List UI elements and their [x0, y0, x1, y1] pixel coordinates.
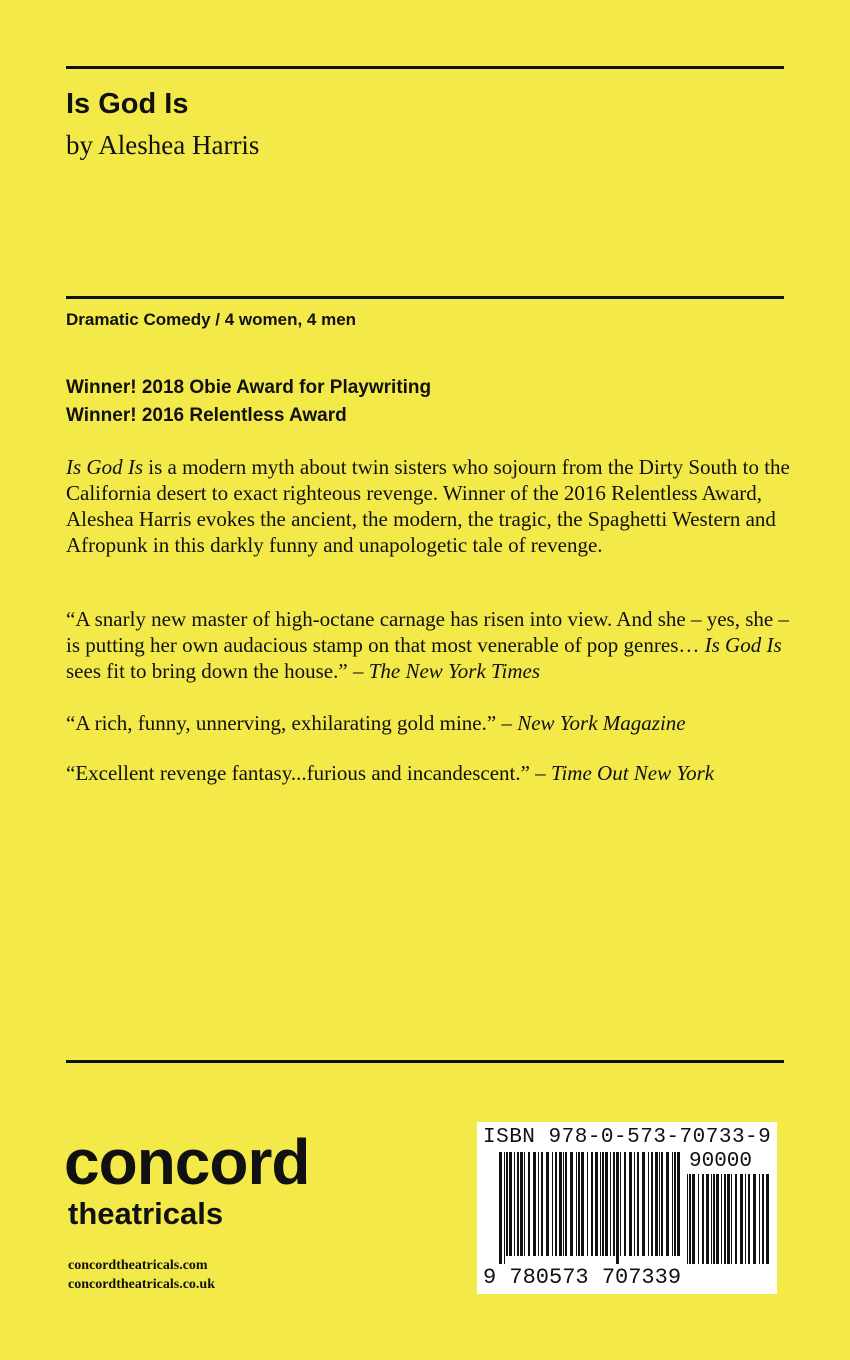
barcode-bar: [538, 1152, 539, 1256]
publisher-url[interactable]: concordtheatricals.co.uk: [68, 1277, 215, 1292]
quote-text: “Excellent revenge fantasy...furious and incandescent.” –: [66, 761, 551, 785]
barcode-bar: [731, 1174, 732, 1264]
publisher-logo-subtitle: theatricals: [68, 1196, 224, 1231]
barcode-bar: [648, 1152, 649, 1256]
barcode-bar: [711, 1174, 712, 1264]
barcode-bar: [672, 1152, 673, 1256]
barcode-bar: [578, 1152, 580, 1256]
review-quote-nyt: [66, 606, 796, 684]
barcode-bar: [666, 1152, 669, 1256]
barcode-bar: [517, 1152, 519, 1256]
barcode-bar: [724, 1174, 726, 1264]
barcode-bar: [634, 1152, 635, 1256]
barcode-bar: [541, 1152, 543, 1256]
barcode-bar: [748, 1174, 750, 1264]
barcode-bar: [716, 1174, 719, 1264]
barcode-bar: [624, 1152, 626, 1256]
barcode-bar: [659, 1152, 660, 1256]
barcode-bar: [762, 1174, 764, 1264]
genre-cast: Dramatic Comedy / 4 women, 4 men: [66, 310, 357, 329]
barcode-bar: [581, 1152, 584, 1256]
barcode-bar: [514, 1152, 515, 1256]
isbn-label: ISBN 978-0-573-70733-9: [483, 1126, 772, 1149]
barcode-bar: [533, 1152, 536, 1256]
barcode-bar: [706, 1174, 709, 1264]
barcode-bar: [576, 1152, 577, 1256]
middle-rule: [66, 296, 784, 299]
barcode-bar: [661, 1152, 663, 1256]
award-item: Winner! 2016 Relentless Award: [66, 405, 347, 426]
barcode-bar: [555, 1152, 557, 1256]
blurb-paragraph: [66, 454, 796, 558]
barcode-bar: [642, 1152, 645, 1256]
barcode-bars: [499, 1152, 685, 1264]
quote-source: New York Magazine: [517, 711, 686, 735]
barcode-bar: [620, 1152, 621, 1256]
barcode-bar: [766, 1174, 769, 1264]
quote-text: “A snarly new master of high-octane carnage has risen into view. And she – yes, she – is putting her own audacious stamp on that most venerable of pop genres…: [66, 607, 789, 657]
top-rule: [66, 66, 784, 69]
barcode-bar: [565, 1152, 567, 1256]
barcode-bar: [698, 1174, 699, 1264]
bottom-rule: [66, 1060, 784, 1063]
review-quote-nymag: [66, 710, 796, 736]
barcode-bar: [591, 1152, 593, 1256]
quote-text: sees fit to bring down the house.” –: [66, 659, 369, 683]
barcode-bar: [509, 1152, 512, 1256]
quote-source: Time Out New York: [550, 761, 715, 785]
barcode-bar: [600, 1152, 601, 1256]
barcode-bar: [504, 1152, 505, 1264]
book-title: Is God Is: [66, 88, 189, 120]
barcode-bar: [559, 1152, 562, 1256]
barcode-bar: [506, 1152, 508, 1256]
barcode-bar: [546, 1152, 549, 1256]
book-author: by Aleshea Harris: [66, 130, 260, 160]
publisher-url[interactable]: concordtheatricals.com: [68, 1258, 208, 1273]
barcode-bar: [759, 1174, 760, 1264]
barcode-bar: [629, 1152, 632, 1256]
barcode-bar: [602, 1152, 604, 1256]
blurb-title: Is God Is: [66, 455, 143, 479]
barcode-bar: [713, 1174, 715, 1264]
barcode-bar: [677, 1152, 680, 1256]
blurb-text: is a modern myth about twin sisters who sojourn from the Dirty South to the California desert to exact righteous revenge. Winner of the 2016 Relentless Award, Aleshea Harris evokes the ancient, the modern, the tragic, the Spaghetti Western and Afropunk in this darkly funny and unapologetic tale of revenge.: [66, 455, 790, 557]
barcode-bar: [674, 1152, 676, 1256]
barcode-bar: [637, 1152, 639, 1256]
barcode-bar: [655, 1152, 658, 1256]
barcode-bar: [563, 1152, 564, 1256]
barcode-bar: [740, 1174, 743, 1264]
barcode-bar: [727, 1174, 730, 1264]
barcode-bar: [552, 1152, 553, 1256]
barcode-bar: [595, 1152, 598, 1256]
barcode-bar: [692, 1174, 695, 1264]
barcode-bar: [745, 1174, 746, 1264]
barcode-bar: [753, 1174, 756, 1264]
barcode-bar: [605, 1152, 608, 1256]
award-item: Winner! 2018 Obie Award for Playwriting: [66, 377, 432, 398]
barcode-bar: [651, 1152, 653, 1256]
isbn-barcode: [477, 1122, 777, 1294]
barcode-bar: [687, 1174, 688, 1264]
barcode-bar: [524, 1152, 525, 1256]
review-quote-timeout: [66, 760, 796, 786]
barcode-bar: [570, 1152, 573, 1256]
barcode-bar: [613, 1152, 615, 1256]
awards-list: [66, 374, 431, 430]
barcode-bar: [499, 1152, 502, 1264]
barcode-bar: [702, 1174, 704, 1264]
addon-barcode-bars: [687, 1174, 771, 1264]
barcode-bar: [721, 1174, 722, 1264]
ean-digits: 9 780573 707339: [483, 1265, 682, 1290]
barcode-bar: [587, 1152, 588, 1256]
publisher-logo-wordmark: concord: [64, 1126, 310, 1198]
price-code: 90000: [689, 1150, 753, 1173]
quote-source: The New York Times: [368, 659, 541, 683]
barcode-bar: [616, 1152, 619, 1264]
barcode-bar: [610, 1152, 611, 1256]
barcode-bar: [689, 1174, 691, 1264]
barcode-bar: [528, 1152, 530, 1256]
barcode-bar: [520, 1152, 523, 1256]
quote-text: “A rich, funny, unnerving, exhilarating gold mine.” –: [66, 711, 518, 735]
barcode-bar: [735, 1174, 737, 1264]
quote-title: Is God Is: [704, 633, 782, 657]
